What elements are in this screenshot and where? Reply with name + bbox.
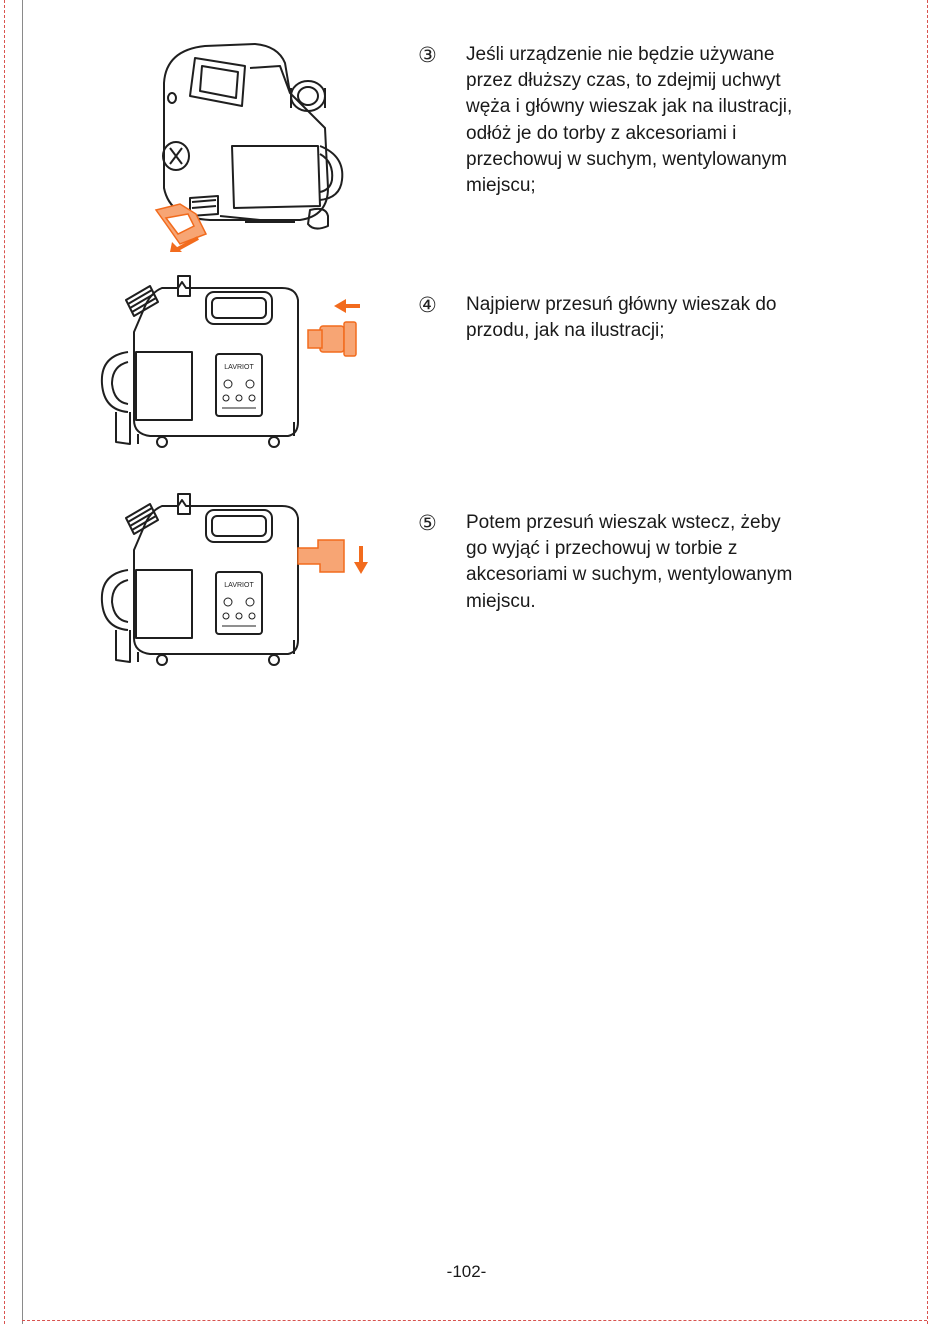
illustration-slide-hanger-forward	[98, 272, 368, 454]
device-brand-label: LAVRIOT	[224, 582, 254, 589]
illustration-remove-hanger-perspective	[150, 38, 350, 253]
bottom-cut-line	[22, 1320, 927, 1321]
right-cut-line	[927, 0, 928, 1324]
step-3-marker: ③	[418, 43, 437, 67]
illustration-remove-hanger-side	[98, 490, 378, 672]
step-5-text: Potem przesuń wieszak wstecz, żeby go wyjąć i przechowuj w torbie z akcesoriami w suchym, wentylowanym miejscu.	[466, 512, 793, 612]
page-number: -102-	[446, 1262, 487, 1281]
step-4-text: Najpierw przesuń główny wieszak do przodu, jak na ilustracji;	[466, 294, 777, 342]
step-5-marker: ⑤	[418, 511, 437, 535]
left-cut-line	[4, 0, 5, 1324]
step-3-text: Jeśli urządzenie nie będzie używane przez dłuższy czas, to zdejmij uchwyt węża i główny wieszak jak na ilustracji, odłóż je do torby z akcesoriami i przechowuj w suchym, wentylowanym miejscu;	[466, 44, 793, 197]
left-margin-line	[22, 0, 23, 1324]
device-brand-label: LAVRIOT	[224, 364, 254, 371]
step-4-marker: ④	[418, 293, 437, 317]
